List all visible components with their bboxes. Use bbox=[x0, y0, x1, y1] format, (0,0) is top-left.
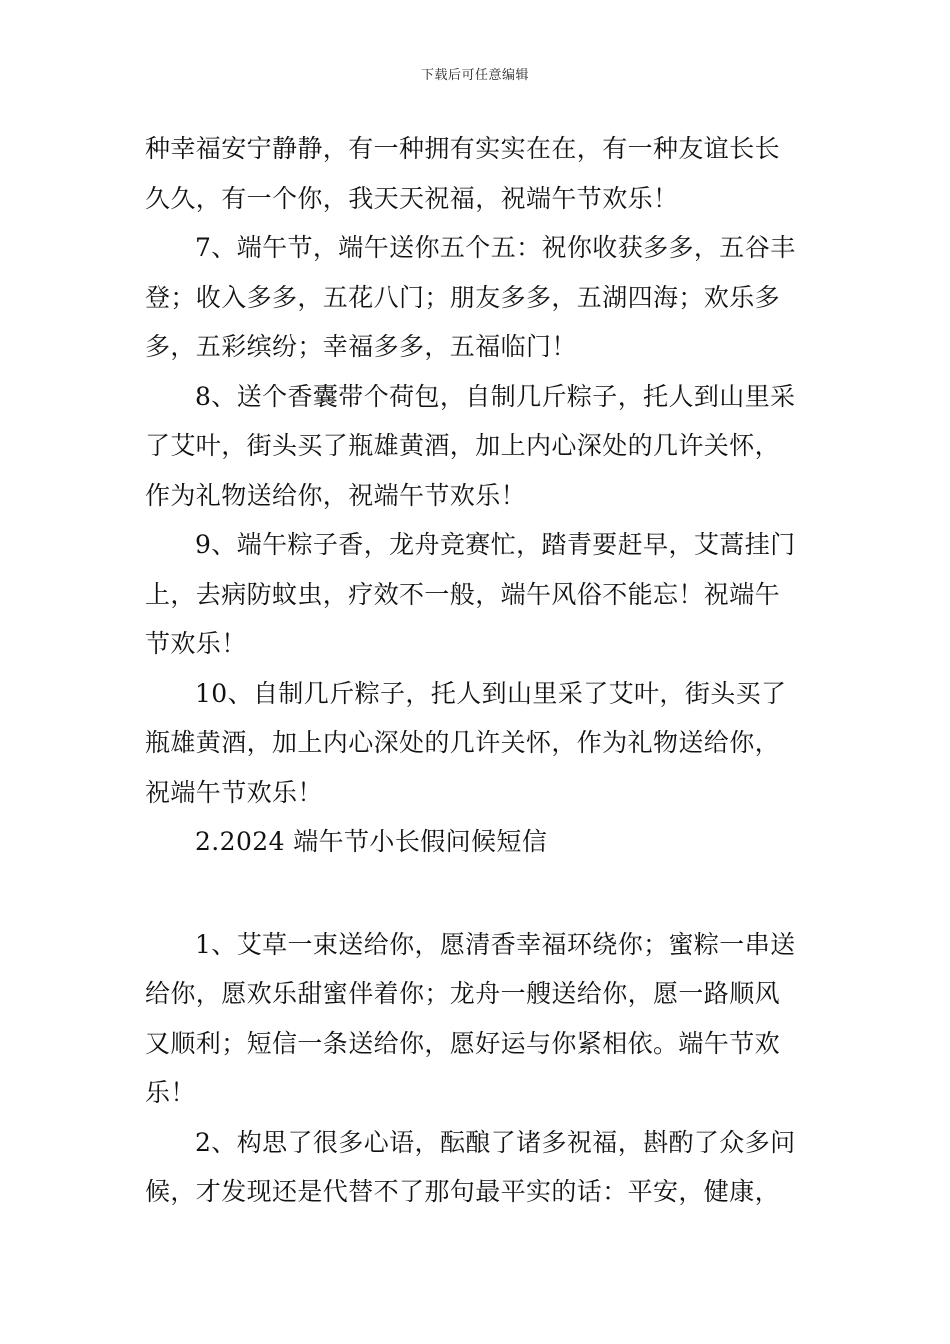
paragraph-item-7 bbox=[145, 223, 810, 372]
text-line: 8、送个香囊带个荷包，自制几斤粽子，托人到山里采 bbox=[195, 381, 796, 411]
text-line: 多，五彩缤纷；幸福多多，五福临门！ bbox=[145, 332, 577, 361]
text-line: 乐！ bbox=[145, 1078, 196, 1107]
document-body bbox=[145, 124, 810, 1217]
text-line: 了艾叶，街头买了瓶雄黄酒，加上内心深处的几许关怀， bbox=[145, 431, 781, 460]
paragraph-message-1 bbox=[145, 920, 810, 1118]
paragraph-message-2 bbox=[145, 1118, 810, 1217]
text-line: 祝端午节欢乐！ bbox=[145, 777, 323, 807]
paragraph-continuation bbox=[145, 124, 810, 223]
paragraph-item-9 bbox=[145, 520, 810, 669]
text-line: 瓶雄黄酒，加上内心深处的几许关怀，作为礼物送给你， bbox=[145, 728, 781, 757]
text-line: 节欢乐！ bbox=[145, 629, 247, 658]
text-line: 作为礼物送给你，祝端午节欢乐！ bbox=[145, 480, 527, 510]
text-line: 登；收入多多，五花八门；朋友多多，五湖四海；欢乐多 bbox=[145, 282, 781, 312]
page-header: 下载后可任意编辑 bbox=[420, 68, 529, 83]
text-line: 种幸福安宁静静，有一种拥有实实在在，有一种友谊长长 bbox=[145, 134, 781, 163]
paragraph-item-8 bbox=[145, 372, 810, 521]
text-line: 上，去病防蚊虫，疗效不一般，端午风俗不能忘！祝端午 bbox=[145, 579, 781, 609]
text-line: 7、端午节，端午送你五个五：祝你收获多多，五谷丰 bbox=[195, 233, 796, 262]
text-line: 久久，有一个你，我天天祝福，祝端午节欢乐！ bbox=[145, 183, 679, 213]
section-heading: 2.2024 端午节小长假问候短信 bbox=[195, 827, 548, 856]
text-line: 候，才发现还是代替不了那句最平实的话：平安，健康， bbox=[145, 1177, 781, 1206]
text-line: 1、艾草一束送给你，愿清香幸福环绕你；蜜粽一串送 bbox=[195, 929, 796, 959]
text-line: 2、构思了很多心语，酝酿了诸多祝福，斟酌了众多问 bbox=[195, 1127, 796, 1157]
text-line: 9、端午粽子香，龙舟竞赛忙，踏青要赶早，艾蒿挂门 bbox=[195, 530, 796, 559]
paragraph-item-10 bbox=[145, 669, 810, 818]
text-line: 又顺利；短信一条送给你，愿好运与你紧相依。端午节欢 bbox=[145, 1028, 781, 1058]
text-line: 给你，愿欢乐甜蜜伴着你；龙舟一艘送给你，愿一路顺风 bbox=[145, 979, 781, 1008]
text-line: 10、自制几斤粽子，托人到山里采了艾叶，街头买了 bbox=[195, 678, 787, 708]
